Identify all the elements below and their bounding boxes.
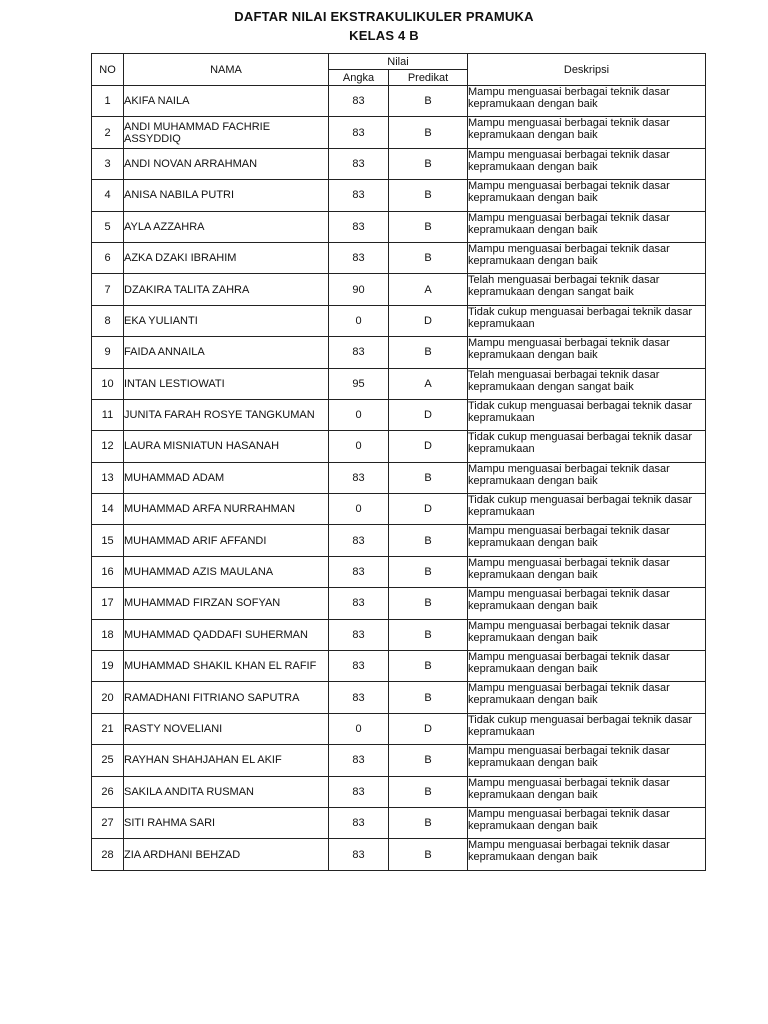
cell-predikat: B	[389, 337, 468, 368]
table-row	[92, 713, 706, 744]
cell-deskripsi: Mampu menguasai berbagai teknik dasar kepramukaan dengan baik	[468, 839, 706, 870]
table-row	[92, 86, 706, 117]
cell-no: 16	[92, 556, 124, 587]
page-subtitle: KELAS 4 B	[349, 28, 419, 43]
header-angka: Angka	[329, 70, 389, 86]
table-row	[92, 745, 706, 776]
cell-no: 12	[92, 431, 124, 462]
cell-nama: MUHAMMAD SHAKIL KHAN EL RAFIF	[124, 651, 329, 682]
cell-deskripsi: Telah menguasai berbagai teknik dasar kepramukaan dengan sangat baik	[468, 368, 706, 399]
cell-predikat: B	[389, 619, 468, 650]
table-row	[92, 399, 706, 430]
cell-no: 13	[92, 462, 124, 493]
cell-angka: 83	[329, 462, 389, 493]
cell-deskripsi: Mampu menguasai berbagai teknik dasar kepramukaan dengan baik	[468, 211, 706, 242]
header-deskripsi: Deskripsi	[468, 54, 706, 86]
cell-angka: 90	[329, 274, 389, 305]
cell-angka: 0	[329, 494, 389, 525]
cell-deskripsi: Mampu menguasai berbagai teknik dasar kepramukaan dengan baik	[468, 117, 706, 148]
cell-nama: EKA YULIANTI	[124, 305, 329, 336]
table-body	[92, 86, 706, 871]
cell-predikat: B	[389, 839, 468, 870]
table-row	[92, 242, 706, 273]
cell-no: 4	[92, 180, 124, 211]
cell-predikat: B	[389, 242, 468, 273]
cell-angka: 83	[329, 242, 389, 273]
cell-nama: MUHAMMAD AZIS MAULANA	[124, 556, 329, 587]
cell-predikat: A	[389, 368, 468, 399]
cell-predikat: B	[389, 117, 468, 148]
cell-nama: LAURA MISNIATUN HASANAH	[124, 431, 329, 462]
cell-nama: JUNITA FARAH ROSYE TANGKUMAN	[124, 399, 329, 430]
cell-deskripsi: Tidak cukup menguasai berbagai teknik dasar kepramukaan	[468, 431, 706, 462]
table-row	[92, 368, 706, 399]
cell-angka: 83	[329, 180, 389, 211]
cell-predikat: D	[389, 494, 468, 525]
cell-deskripsi: Mampu menguasai berbagai teknik dasar kepramukaan dengan baik	[468, 619, 706, 650]
cell-nama: ANDI MUHAMMAD FACHRIE ASSYDDIQ	[124, 117, 329, 148]
cell-predikat: B	[389, 211, 468, 242]
cell-nama: RAYHAN SHAHJAHAN EL AKIF	[124, 745, 329, 776]
cell-predikat: B	[389, 651, 468, 682]
cell-nama: AZKA DZAKI IBRAHIM	[124, 242, 329, 273]
table-row	[92, 337, 706, 368]
cell-predikat: B	[389, 682, 468, 713]
cell-deskripsi: Mampu menguasai berbagai teknik dasar kepramukaan dengan baik	[468, 588, 706, 619]
cell-nama: SITI RAHMA SARI	[124, 807, 329, 838]
cell-angka: 83	[329, 651, 389, 682]
cell-angka: 83	[329, 211, 389, 242]
cell-predikat: D	[389, 399, 468, 430]
header-no: NO	[92, 54, 124, 86]
cell-nama: SAKILA ANDITA RUSMAN	[124, 776, 329, 807]
cell-deskripsi: Mampu menguasai berbagai teknik dasar kepramukaan dengan baik	[468, 776, 706, 807]
cell-nama: DZAKIRA TALITA ZAHRA	[124, 274, 329, 305]
cell-no: 6	[92, 242, 124, 273]
cell-predikat: D	[389, 713, 468, 744]
cell-no: 18	[92, 619, 124, 650]
cell-angka: 0	[329, 305, 389, 336]
cell-no: 2	[92, 117, 124, 148]
cell-angka: 83	[329, 839, 389, 870]
table-row	[92, 588, 706, 619]
cell-predikat: B	[389, 807, 468, 838]
cell-no: 8	[92, 305, 124, 336]
table-header	[92, 54, 706, 86]
cell-no: 28	[92, 839, 124, 870]
cell-predikat: B	[389, 462, 468, 493]
cell-predikat: D	[389, 431, 468, 462]
cell-predikat: B	[389, 776, 468, 807]
header-nama: NAMA	[124, 54, 329, 86]
page-title: DAFTAR NILAI EKSTRAKULIKULER PRAMUKA	[234, 9, 534, 24]
cell-nama: ANISA NABILA PUTRI	[124, 180, 329, 211]
cell-predikat: B	[389, 148, 468, 179]
cell-deskripsi: Mampu menguasai berbagai teknik dasar kepramukaan dengan baik	[468, 525, 706, 556]
table-row	[92, 807, 706, 838]
cell-angka: 83	[329, 117, 389, 148]
header-nilai: Nilai	[329, 54, 468, 70]
cell-angka: 83	[329, 682, 389, 713]
cell-predikat: A	[389, 274, 468, 305]
cell-nama: RASTY NOVELIANI	[124, 713, 329, 744]
cell-deskripsi: Mampu menguasai berbagai teknik dasar kepramukaan dengan baik	[468, 337, 706, 368]
table-row	[92, 148, 706, 179]
table-row	[92, 494, 706, 525]
cell-deskripsi: Mampu menguasai berbagai teknik dasar kepramukaan dengan baik	[468, 682, 706, 713]
cell-deskripsi: Mampu menguasai berbagai teknik dasar kepramukaan dengan baik	[468, 462, 706, 493]
cell-no: 27	[92, 807, 124, 838]
cell-nama: MUHAMMAD ADAM	[124, 462, 329, 493]
cell-predikat: B	[389, 588, 468, 619]
cell-no: 21	[92, 713, 124, 744]
cell-predikat: D	[389, 305, 468, 336]
cell-nama: ZIA ARDHANI BEHZAD	[124, 839, 329, 870]
table-row	[92, 525, 706, 556]
cell-deskripsi: Mampu menguasai berbagai teknik dasar kepramukaan dengan baik	[468, 86, 706, 117]
cell-angka: 0	[329, 399, 389, 430]
cell-deskripsi: Mampu menguasai berbagai teknik dasar kepramukaan dengan baik	[468, 180, 706, 211]
cell-predikat: B	[389, 745, 468, 776]
cell-predikat: B	[389, 86, 468, 117]
cell-no: 19	[92, 651, 124, 682]
cell-predikat: B	[389, 556, 468, 587]
cell-angka: 83	[329, 525, 389, 556]
cell-angka: 83	[329, 619, 389, 650]
table-row	[92, 305, 706, 336]
cell-angka: 83	[329, 148, 389, 179]
cell-angka: 83	[329, 556, 389, 587]
cell-deskripsi: Mampu menguasai berbagai teknik dasar kepramukaan dengan baik	[468, 556, 706, 587]
cell-angka: 0	[329, 431, 389, 462]
cell-deskripsi: Tidak cukup menguasai berbagai teknik dasar kepramukaan	[468, 713, 706, 744]
table-row	[92, 211, 706, 242]
cell-predikat: B	[389, 525, 468, 556]
cell-angka: 83	[329, 776, 389, 807]
cell-deskripsi: Telah menguasai berbagai teknik dasar kepramukaan dengan sangat baik	[468, 274, 706, 305]
cell-no: 5	[92, 211, 124, 242]
table-row	[92, 180, 706, 211]
cell-angka: 83	[329, 588, 389, 619]
table-row	[92, 274, 706, 305]
cell-deskripsi: Mampu menguasai berbagai teknik dasar kepramukaan dengan baik	[468, 651, 706, 682]
cell-nama: MUHAMMAD QADDAFI SUHERMAN	[124, 619, 329, 650]
cell-no: 25	[92, 745, 124, 776]
table-row	[92, 117, 706, 148]
cell-no: 26	[92, 776, 124, 807]
cell-no: 17	[92, 588, 124, 619]
cell-angka: 83	[329, 745, 389, 776]
cell-no: 3	[92, 148, 124, 179]
table-row	[92, 682, 706, 713]
cell-no: 1	[92, 86, 124, 117]
cell-no: 20	[92, 682, 124, 713]
cell-nama: MUHAMMAD ARIF AFFANDI	[124, 525, 329, 556]
cell-predikat: B	[389, 180, 468, 211]
cell-deskripsi: Tidak cukup menguasai berbagai teknik dasar kepramukaan	[468, 399, 706, 430]
cell-nama: AKIFA NAILA	[124, 86, 329, 117]
cell-deskripsi: Mampu menguasai berbagai teknik dasar kepramukaan dengan baik	[468, 745, 706, 776]
table-row	[92, 431, 706, 462]
cell-deskripsi: Mampu menguasai berbagai teknik dasar kepramukaan dengan baik	[468, 807, 706, 838]
cell-deskripsi: Tidak cukup menguasai berbagai teknik dasar kepramukaan	[468, 494, 706, 525]
cell-no: 11	[92, 399, 124, 430]
cell-nama: AYLA AZZAHRA	[124, 211, 329, 242]
table-row	[92, 651, 706, 682]
cell-deskripsi: Mampu menguasai berbagai teknik dasar kepramukaan dengan baik	[468, 242, 706, 273]
table-row	[92, 776, 706, 807]
table-row	[92, 556, 706, 587]
cell-nama: FAIDA ANNAILA	[124, 337, 329, 368]
cell-no: 15	[92, 525, 124, 556]
cell-angka: 83	[329, 807, 389, 838]
table-row	[92, 839, 706, 870]
cell-angka: 0	[329, 713, 389, 744]
cell-no: 10	[92, 368, 124, 399]
header-predikat: Predikat	[389, 70, 468, 86]
cell-deskripsi: Mampu menguasai berbagai teknik dasar kepramukaan dengan baik	[468, 148, 706, 179]
cell-nama: MUHAMMAD FIRZAN SOFYAN	[124, 588, 329, 619]
cell-nama: INTAN LESTIOWATI	[124, 368, 329, 399]
cell-angka: 95	[329, 368, 389, 399]
grades-table	[91, 53, 706, 871]
cell-angka: 83	[329, 337, 389, 368]
cell-angka: 83	[329, 86, 389, 117]
table-row	[92, 619, 706, 650]
cell-nama: RAMADHANI FITRIANO SAPUTRA	[124, 682, 329, 713]
cell-no: 9	[92, 337, 124, 368]
cell-no: 14	[92, 494, 124, 525]
cell-nama: ANDI NOVAN ARRAHMAN	[124, 148, 329, 179]
cell-deskripsi: Tidak cukup menguasai berbagai teknik dasar kepramukaan	[468, 305, 706, 336]
table-row	[92, 462, 706, 493]
cell-nama: MUHAMMAD ARFA NURRAHMAN	[124, 494, 329, 525]
cell-no: 7	[92, 274, 124, 305]
